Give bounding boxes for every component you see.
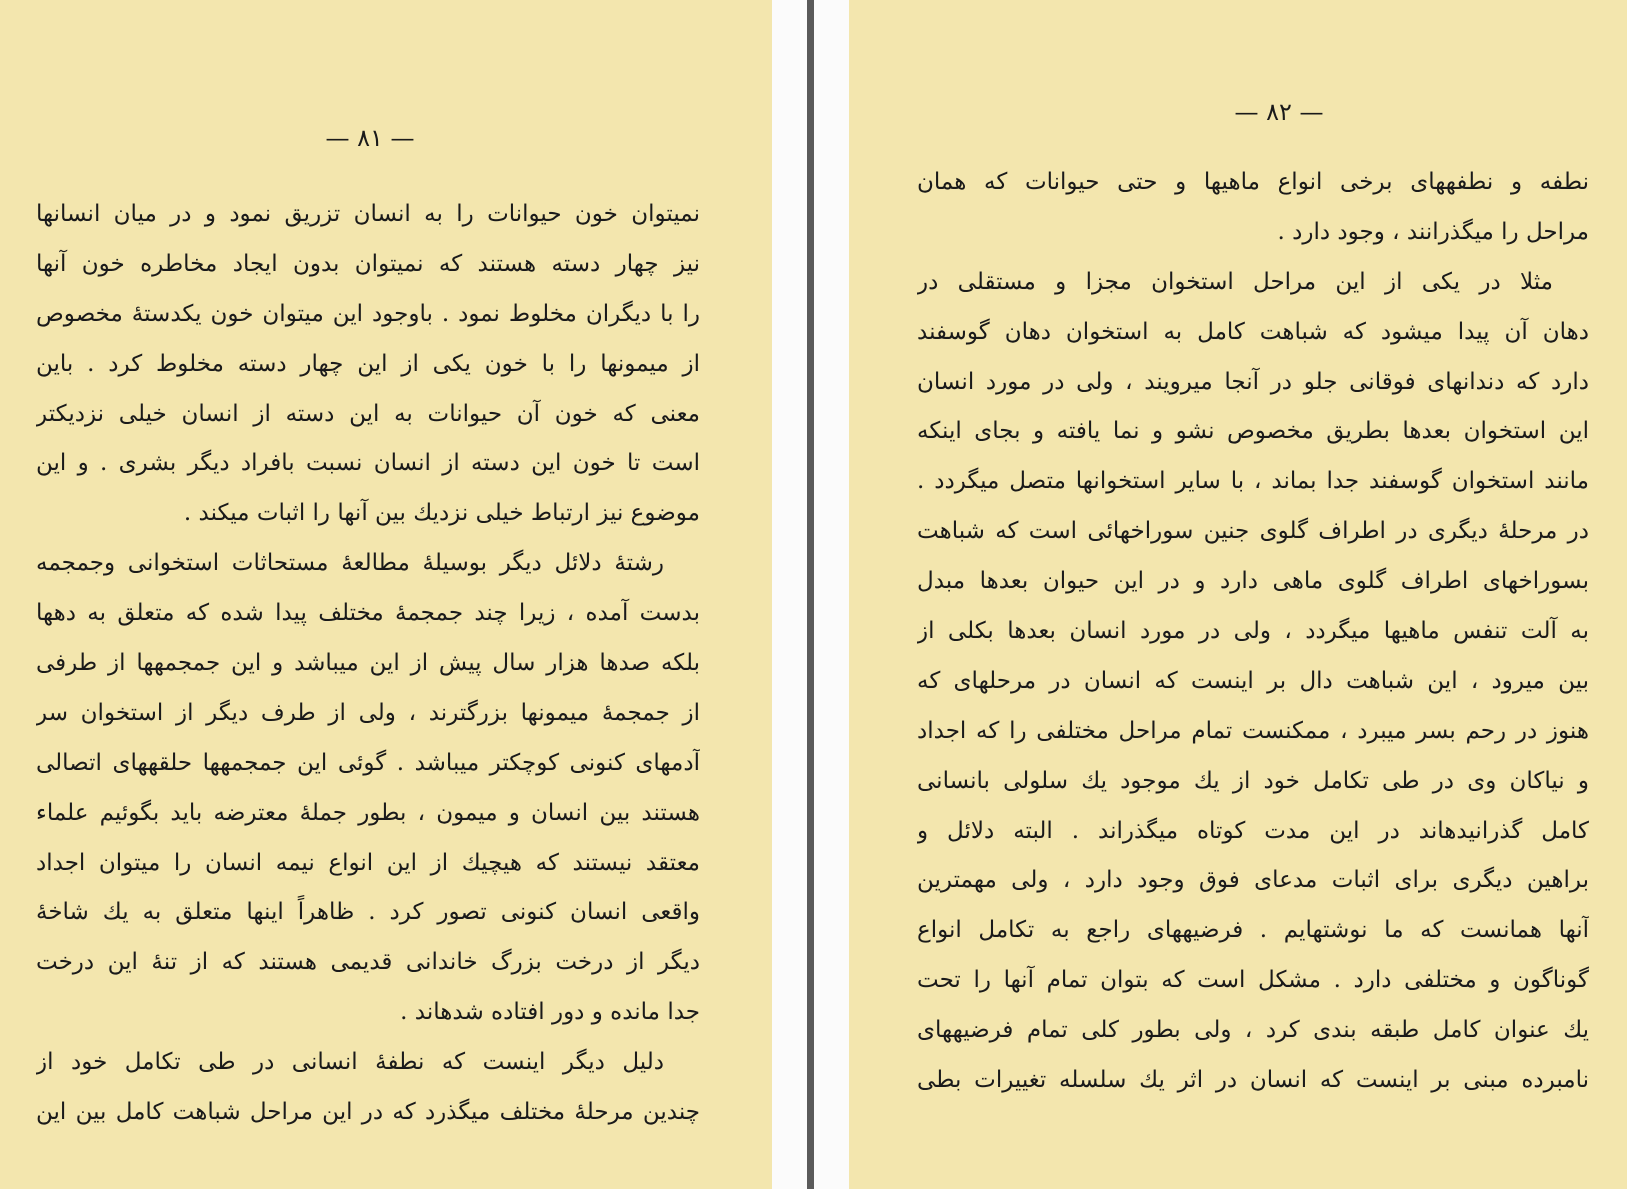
text-line: دارد که دندانهای فوقانی جلو در آنجا میرویند ، ولی در مورد انسان	[917, 368, 1589, 395]
text-line: بسوراخهای اطراف گلوی ماهی دارد و در این حیوان بعدها مبدل	[917, 568, 1589, 595]
text-line: بلکه صدها هزار سال پیش از این میباشد و این جمجمهها از طرفی	[36, 650, 700, 677]
page-divider	[807, 0, 814, 1189]
text-line: نیز چهار دسته هستند که نمیتوان بدون ایجاد مخاطره خون آنها	[36, 250, 700, 277]
text-line: گوناگون و مختلفی دارد . مشکل است که بتوان تمام آنها را تحت	[917, 967, 1589, 994]
text-line: معتقد نیستند که هیچیك از این انواع نیمه انسان را میتوان اجداد	[36, 849, 700, 876]
text-line: دلیل دیگر اینست که نطفهٔ انسانی در طی تکامل خود از	[36, 1049, 664, 1076]
page-number: — ٨١ —	[325, 124, 415, 152]
text-line: بین میرود ، این شباهت دال بر اینست که انسان در مرحلهای که	[917, 667, 1589, 694]
page-gutter	[814, 0, 849, 1189]
text-line: دهان آن پیدا میشود که شباهت کامل به استخوان دهان گوسفند	[917, 318, 1589, 345]
text-line: جدا مانده و دور افتاده شدهاند .	[400, 999, 700, 1026]
text-line: هنوز در رحم بسر میبرد ، ممکنست تمام مراحل مختلفی را که اجداد	[917, 717, 1589, 744]
text-line: مثلا در یکی از این مراحل استخوان مجزا و مستقلی در	[917, 268, 1553, 295]
text-line: به آلت تنفس ماهیها میگردد ، ولی در مورد انسان بعدها بکلی از	[917, 618, 1589, 645]
text-line: نمیتوان خون حیوانات را به انسان تزریق نمود و در میان انسانها	[36, 201, 700, 227]
text-line: دیگر از درخت بزرگ خاندانی قدیمی هستند که از تنهٔ این درخت	[36, 949, 700, 976]
text-line: واقعی انسان کنونی تصور کرد . ظاهراً اینها متعلق به یك شاخهٔ	[36, 899, 700, 926]
text-line: و نیاکان وی در طی تکامل خود از یك موجود یك سلولی بانسانی	[917, 767, 1589, 794]
text-line: معنی که خون آن حیوانات به این دسته از انسان خیلی نزدیکتر	[36, 400, 700, 427]
left-page	[0, 0, 772, 1189]
text-line: رشتهٔ دلائل دیگر بوسیلهٔ مطالعهٔ مستحاثات استخوانی وجمجمه	[36, 550, 664, 577]
text-line: مراحل را میگذرانند ، وجود دارد .	[1277, 218, 1589, 245]
text-line: یك عنوان کامل طبقه بندی کرد ، ولی بطور کلی تمام فرضیههای	[917, 1017, 1589, 1044]
text-line: این استخوان بعدها بطریق مخصوص نشو و نما یافته و بجای اینکه	[917, 418, 1589, 445]
text-line: نطفه و نطفههای برخی انواع ماهیها و حتی حیوانات که همان	[917, 169, 1589, 195]
text-line: آنها همانست که ما نوشتهایم . فرضیههای راجع به تکامل انواع	[917, 917, 1589, 944]
text-line: کامل گذرانیدهاند در این مدت کوتاه میگذراند . البته دلائل و	[917, 817, 1589, 844]
text-line: نامبرده مبنی بر اینست که انسان در اثر یك سلسله تغییرات بطی	[917, 1067, 1589, 1094]
page-gutter	[772, 0, 807, 1189]
right-page	[849, 0, 1627, 1189]
text-line: هستند بین انسان و میمون ، بطور جملهٔ معترضه باید بگوئیم علماء	[36, 799, 700, 826]
text-line: براهین دیگری برای اثبات مدعای فوق وجود دارد ، ولی مهمترین	[917, 867, 1589, 894]
text-line: آدمهای کنونی کوچکتر میباشد . گوئی این جمجمهها حلقههای اتصالی	[36, 749, 700, 776]
text-line: چندین مرحلهٔ مختلف میگذرد که در این مراحل شباهت کامل بین این	[36, 1099, 700, 1126]
text-line: از جمجمهٔ میمونها بزرگترند ، ولی از طرف دیگر از استخوان سر	[36, 699, 700, 726]
text-line: را با دیگران مخلوط نمود . باوجود این میتوان خون یکدستهٔ مخصوص	[36, 300, 700, 327]
text-line: در مرحلهٔ دیگری در اطراف گلوی جنین سوراخهائی است که شباهت	[917, 518, 1589, 545]
text-body	[36, 190, 700, 1138]
page-number: — ٨٢ —	[1234, 98, 1324, 126]
text-line: است تا خون این دسته از انسان نسبت بافراد دیگر بشری . و این	[36, 450, 700, 477]
text-body	[917, 158, 1589, 1106]
text-line: بدست آمده ، زیرا چند جمجمهٔ مختلف پیدا شده که متعلق به دهها	[36, 600, 700, 627]
text-line: از میمونها را با خون یکی از این چهار دسته مخلوط کرد . باین	[36, 350, 700, 377]
text-line: موضوع نیز ارتباط خیلی نزدیك بین آنها را اثبات میکند .	[183, 500, 700, 527]
text-line: مانند استخوان گوسفند جدا بماند ، با سایر استخوانها متصل میگردد .	[917, 468, 1589, 495]
